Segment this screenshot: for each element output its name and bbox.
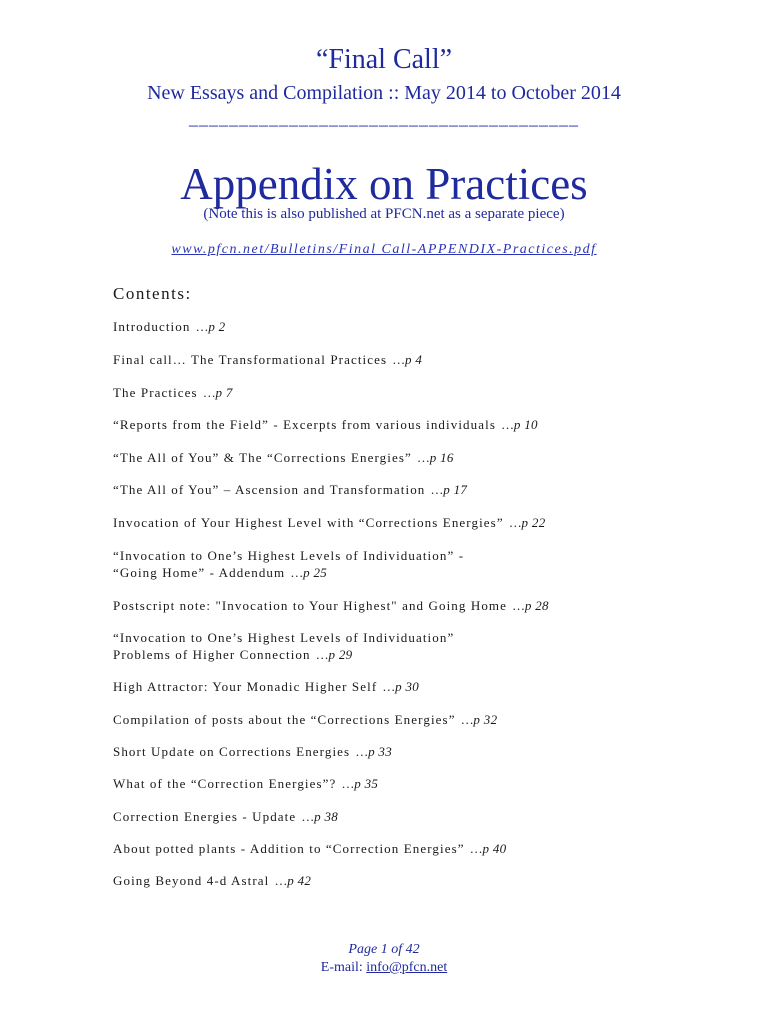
toc-page-number: …p 30 xyxy=(383,679,420,694)
toc-entry-title: Postscript note: "Invocation to Your Highest" and Going Home xyxy=(113,598,508,613)
toc-page-number: …p 28 xyxy=(513,598,549,613)
toc-entry xyxy=(113,775,378,792)
toc-page-number: …p 10 xyxy=(501,417,538,432)
toc-entry-title: Introduction xyxy=(113,319,191,334)
email-label: E-mail: xyxy=(320,960,363,975)
appendix-title: Appendix on Practices xyxy=(180,159,588,209)
toc-entry xyxy=(113,678,419,695)
toc-page-number: …p 40 xyxy=(470,841,507,856)
toc-entry-title: Compilation of posts about the “Corrections Energies” xyxy=(113,712,456,727)
toc-page-number: …p 38 xyxy=(302,809,339,824)
toc-entry xyxy=(113,629,454,663)
toc-entry xyxy=(113,743,392,760)
toc-entry-title: Going Beyond 4-d Astral xyxy=(113,873,270,888)
contents-heading: Contents: xyxy=(113,284,192,303)
toc-entry xyxy=(113,840,506,857)
toc-entry-title: “Invocation to One’s Highest Levels of Individuation” - xyxy=(113,548,465,563)
toc-entry-title: “Reports from the Field” - Excerpts from various individuals xyxy=(113,417,496,432)
toc-entry-title: High Attractor: Your Monadic Higher Self xyxy=(113,679,378,694)
toc-page-number: …p 17 xyxy=(431,482,468,497)
toc-entry-title: The Practices xyxy=(113,385,198,400)
appendix-note: (Note this is also published at PFCN.net as a separate piece) xyxy=(203,206,565,222)
toc-page-number: …p 25 xyxy=(291,565,328,580)
toc-entry-title: About potted plants - Addition to “Correction Energies” xyxy=(113,841,465,856)
toc-page-number: …p 22 xyxy=(509,515,546,530)
toc-entry xyxy=(113,514,546,531)
toc-entry xyxy=(113,481,467,498)
toc-entry xyxy=(113,711,497,728)
toc-entry xyxy=(113,449,454,466)
toc-entry xyxy=(113,872,311,889)
toc-page-number: …p 4 xyxy=(393,352,423,367)
toc-entry-title: “Invocation to One’s Highest Levels of Individuation” xyxy=(113,630,455,645)
toc-page-number: …p 42 xyxy=(275,873,312,888)
toc-entry xyxy=(113,597,549,614)
toc-page-number: …p 7 xyxy=(203,385,233,400)
toc-entry-title: “Going Home” - Addendum xyxy=(113,565,286,580)
toc-entry xyxy=(113,384,233,401)
toc-entry-title: What of the “Correction Energies”? xyxy=(113,776,337,791)
toc-entry xyxy=(113,351,422,368)
document-subtitle: New Essays and Compilation :: May 2014 to October 2014 xyxy=(147,82,621,104)
toc-entry xyxy=(113,416,538,433)
toc-entry-title: “The All of You” & The “Corrections Energies” xyxy=(113,450,412,465)
toc-page-number: …p 29 xyxy=(316,647,353,662)
divider-line: _______________________________________ xyxy=(189,108,579,128)
toc-entry xyxy=(113,318,225,335)
toc-entry-title: “The All of You” – Ascension and Transformation xyxy=(113,482,426,497)
document-title: “Final Call” xyxy=(315,44,453,75)
toc-entry-title: Final call… The Transformational Practices xyxy=(113,352,388,367)
email-link[interactable]: info@pfcn.net xyxy=(366,960,448,975)
appendix-pdf-link[interactable]: www.pfcn.net/Bulletins/Final Call-APPENDIX-Practices.pdf xyxy=(171,242,597,257)
toc-entry-title: Invocation of Your Highest Level with “Corrections Energies” xyxy=(113,515,504,530)
toc-entry xyxy=(113,808,338,825)
toc-page-number: …p 2 xyxy=(196,319,226,334)
toc-entry-title: Problems of Higher Connection xyxy=(113,647,311,662)
toc-page-number: …p 33 xyxy=(356,744,393,759)
toc-entry xyxy=(113,547,464,581)
page-indicator: Page 1 of 42 xyxy=(348,942,420,957)
toc-entry-title: Correction Energies - Update xyxy=(113,809,297,824)
toc-page-number: …p 16 xyxy=(417,450,454,465)
footer-email xyxy=(0,960,768,976)
toc-page-number: …p 35 xyxy=(342,776,379,791)
toc-page-number: …p 32 xyxy=(461,712,498,727)
toc-entry-title: Short Update on Corrections Energies xyxy=(113,744,351,759)
